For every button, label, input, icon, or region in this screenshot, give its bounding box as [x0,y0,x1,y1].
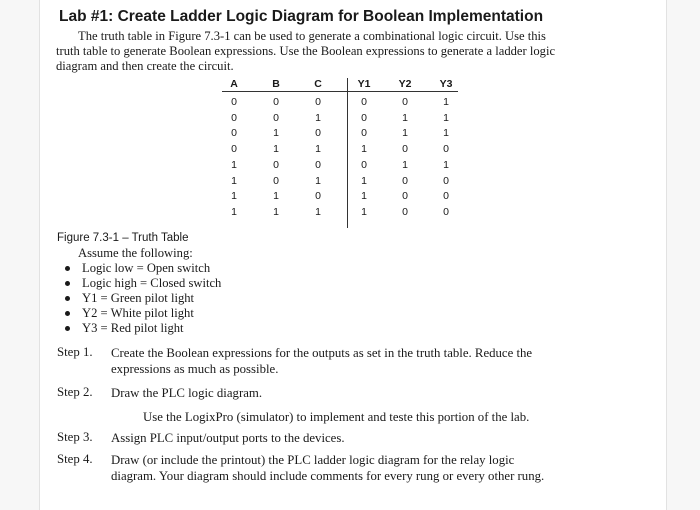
table-cell: 1 [231,206,237,218]
list-item [64,276,221,291]
step-2-number: Step 2. [57,385,93,399]
step-line: Draw (or include the printout) the PLC ladder logic diagram for the relay logic [111,453,515,467]
table-cell: 0 [361,112,367,124]
table-cell: 0 [361,96,367,108]
table-cell: 1 [273,127,279,139]
table-cell: 0 [361,159,367,171]
table-cell: 1 [231,190,237,202]
table-cell: 0 [402,206,408,218]
assumption-text: Y3 = Red pilot light [82,321,184,335]
table-cell: 0 [361,127,367,139]
table-cell: 1 [361,190,367,202]
assumption-text: Logic high = Closed switch [82,276,222,290]
table-header-cell: Y1 [357,78,371,90]
step-2-text [111,385,262,401]
table-cell: 1 [273,143,279,155]
table-header-cell: Y3 [439,78,453,90]
table-cell: 1 [231,175,237,187]
table-cell: 0 [231,96,237,108]
table-cell: 1 [315,175,321,187]
intro-line: The truth table in Figure 7.3-1 can be used to generate a combinational logic circuit. Use this [78,29,546,43]
table-cell: 0 [443,190,449,202]
table-cell: 0 [315,159,321,171]
table-cell: 1 [315,143,321,155]
step-4-text [111,452,544,484]
step-line: Create the Boolean expressions for the outputs as set in the truth table. Reduce the [111,346,533,360]
table-cell: 0 [273,159,279,171]
table-header-cell: A [230,78,238,90]
figure-caption: Figure 7.3-1 – Truth Table [57,232,189,244]
table-cell: 1 [315,206,321,218]
table-cell: 0 [402,175,408,187]
list-item [64,321,221,336]
table-cell: 0 [443,206,449,218]
table-cell: 0 [402,190,408,202]
assumption-list [64,261,221,336]
assumption-text: Y2 = White pilot light [82,306,194,320]
table-cell: 0 [273,96,279,108]
table-cell: 1 [402,159,408,171]
table-cell: 1 [361,206,367,218]
table-cell: 0 [231,143,237,155]
table-cell: 1 [231,159,237,171]
table-header-cell: B [272,78,280,90]
step-line: expressions as much as possible. [111,362,279,376]
bullet-icon [65,281,70,286]
table-input-output-divider [347,78,348,228]
lab-title: Lab #1: Create Ladder Logic Diagram for Boolean Implementation [59,8,544,25]
logixpro-note [143,409,529,425]
table-cell: 1 [273,206,279,218]
table-cell: 1 [443,127,449,139]
step-3-number: Step 3. [57,430,93,444]
table-cell: 0 [315,190,321,202]
bullet-icon [65,296,70,301]
table-cell: 1 [443,96,449,108]
table-cell: 1 [402,112,408,124]
step-line: diagram. Your diagram should include comments for every rung or every other rung. [111,469,545,483]
table-header-rule [222,91,458,92]
table-cell: 0 [402,96,408,108]
assume-heading: Assume the following: [78,246,193,260]
step-1-number: Step 1. [57,345,93,359]
table-cell: 1 [402,127,408,139]
list-item [64,261,221,276]
table-cell: 0 [315,127,321,139]
intro-paragraph [56,29,656,74]
table-cell: 0 [231,127,237,139]
step-1-text [111,345,532,377]
intro-line: diagram and then create the circuit. [56,59,234,73]
table-cell: 0 [443,143,449,155]
intro-line: truth table to generate Boolean expressions. Use the Boolean expressions to generate a ladder logic [56,44,556,58]
step-line: Use the LogixPro (simulator) to implement and teste this portion of the lab. [143,410,530,424]
step-4-number: Step 4. [57,452,93,466]
bullet-icon [65,311,70,316]
step-line: Assign PLC input/output ports to the devices. [111,431,345,445]
table-cell: 1 [443,112,449,124]
table-cell: 1 [361,143,367,155]
table-header-cell: Y2 [398,78,412,90]
bullet-icon [65,326,70,331]
table-cell: 0 [315,96,321,108]
table-cell: 0 [443,175,449,187]
bullet-icon [65,266,70,271]
table-cell: 1 [315,112,321,124]
table-header-cell: C [314,78,322,90]
table-cell: 1 [273,190,279,202]
assumption-text: Logic low = Open switch [82,261,211,275]
table-cell: 1 [361,175,367,187]
step-line: Draw the PLC logic diagram. [111,386,263,400]
assumption-text: Y1 = Green pilot light [82,291,195,305]
table-cell: 0 [273,175,279,187]
table-cell: 1 [443,159,449,171]
table-cell: 0 [273,112,279,124]
table-cell: 0 [231,112,237,124]
table-cell: 0 [402,143,408,155]
list-item [64,291,221,306]
step-3-text [111,430,345,446]
list-item [64,306,221,321]
